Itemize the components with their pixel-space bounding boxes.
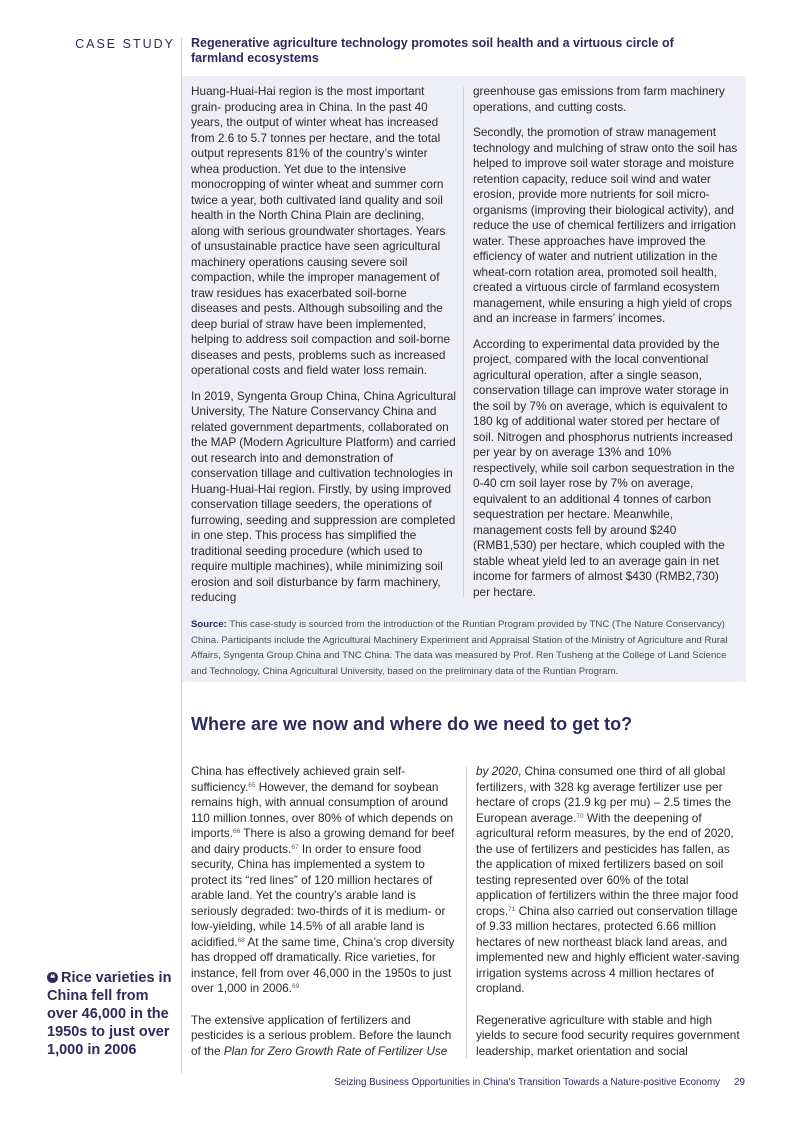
case-study-title: Regenerative agriculture technology promotes soil health and a virtuous circle of farmland ecosystems (191, 36, 674, 65)
section-heading: Where are we now and where do we need to get to? (191, 714, 633, 734)
case-paragraph: Huang-Huai-Hai region is the most important grain- producing area in China. In the past 40 years, the output of winter wheat has increased from 2.6 to 5.7 tonnes per hectare, and the total output represents 81% of the country’s winter whea production. Yet due to the intensive monocropping of winter wheat and summer corn twice a year, both cultivated land quality and soil health in the North China Plain are declining, along with serious groundwater shortages. Years of unsustainable practice have seen agricultural machinery operations causing severe soil compaction, while the improper management of traw residues has exacerbated soil-borne diseases and pests. Although subsoiling and the deep burial of straw have been implemented, helping to address soil compaction and soil-borne diseases and pests, problems such as increased operational costs and field water loss remain. (191, 84, 451, 377)
quote-icon: ❝ (47, 972, 58, 983)
section-column-divider (466, 767, 467, 1059)
source-label: Source: (191, 619, 227, 630)
footnote-ref: 71 (508, 905, 516, 913)
section-paragraph: Regenerative agriculture with stable and high yields to secure food security requires government leadership, market orientation and social (476, 1012, 740, 1058)
footnote-ref: 69 (292, 983, 300, 990)
case-paragraph: greenhouse gas emissions from farm machinery operations, and cutting costs. (473, 84, 725, 114)
footnote-ref: 65 (248, 781, 256, 789)
source-note (191, 617, 739, 679)
section-right-column (476, 764, 744, 1069)
case-paragraph: In 2019, Syngenta Group China, China Agricultural University, The Nature Conservancy China and related government departments, collaborated on the MAP (Modern Agriculture Platform) and carried out research into and demonstration of conservation tillage and cultivation technologies in Huang-Huai-Hai region. Firstly, by using improved conservation tillage seeders, the operations of furrowing, seeding and suppression are completed in one step. This process has simplified the traditional seeding procedure (which used to require multiple machines), while minimizing soil erosion and soil disturbance by farm machinery, reducing (191, 388, 456, 604)
page-number: 29 (734, 1077, 745, 1088)
pull-quote (47, 969, 177, 1059)
case-study-left-column (191, 84, 456, 616)
footnote-ref: 70 (576, 812, 584, 820)
case-paragraph: According to experimental data provided by the project, compared with the local conventional agricultural operation, after a single season, conservation tillage can improve water storage in the soil by 7% on average, which is equivalent to 180 kg of additional water stored per hectare of soil. Nitrogen and phosphorus nutrients increased per year by on average 13% and 10% respectively, while soil carbon sequestration in the 0-40 cm soil layer rose by 7% on average, equivalent to an additional 4 tonnes of carbon sequestration per hectare. Meanwhile, management costs fell by around $240 (RMB1,530) per hectare, which coupled with the stable wheat yield led to an average gain in net income for farmers of almost $430 (RMB2,730) per hectare. (473, 336, 735, 599)
case-paragraph: Secondly, the promotion of straw management technology and mulching of straw onto the soil has helped to improve soil water storage and moisture retention capacity, reduce soil wind and water erosion, provide more nutrients for soil micro-organisms (improving their biological activity), and reduce the use of chemical fertilizers and irrigation water. These approaches have improved the efficiency of water and nutrient utilization in the wheat-corn rotation area, promoted soil health, created a virtuous circle of farmland ecosystem management, while ensuring a high yield of crops and an increase in farmers’ incomes. (473, 125, 738, 325)
section-paragraph: by 2020, China consumed one third of all global fertilizers, with 328 kg average fertilizer use per hectare of crops (21.9 kg per mu) – 2.5 times the European average.$^{70}$ With the deepening of agricultural reform measures, by the end of 2020, the use of fertilizers and pesticides has fallen, as the application of mixed fertilizers based on soil testing represented over 60% of the total application of fertilizers within the three major food crops.$^{71}$ China also carried out conservation tillage of 9.33 million hectares, protected 6.66 million hectares of new northeast black land areas, and implemented new and highly efficient water-saving irrigation systems across 4 million hectares of cropland. (476, 764, 740, 995)
section-paragraph: The extensive application of fertilizers and pesticides is a serious problem. Before the launch of the Plan for Zero Growth Rate of Fertilizer Use (191, 1012, 452, 1058)
source-text: This case-study is sourced from the introduction of the Runtian Program provided by TNC (The Nature Conservancy) China. Participants include the Agricultural Machinery Experiment and Appraisal Station of the Ministry of Agriculture and Rural Affairs, Syngenta Group China and TNC China. The data was measured by Prof. Ren Tusheng at the College of Land Science and Technology, China Agricultural University, based on the preliminary data of the Runtian Program. (191, 619, 728, 677)
case-study-label: CASE STUDY (75, 37, 175, 51)
footer-title: Seizing Business Opportunities in China’s Transition Towards a Nature-positive Economy (334, 1077, 720, 1088)
case-column-divider (463, 87, 464, 597)
footnote-ref: 67 (291, 843, 299, 851)
section-left-column (191, 764, 456, 1069)
section-paragraph: China has effectively achieved grain self-sufficiency.$^{65}$ However, the demand for soybean remains high, with annual consumption of around 110 million tonnes, over 80% of which depends on imports.$^{66}$ There is also a growing demand for beef and dairy products.$^{67}$ In order to ensure food security, China has implemented a system to protect its “red lines” of 120 million hectares of arable land. Yet the country’s arable land is seriously degraded: two-thirds of it is medium- or low-yielding, while 14.5% of all arable land is acidified.$^{68}$ At the same time, China’s crop diversity has dropped off dramatically. Rice varieties, for instance, fell from over 46,000 in the 1950s to just over 1,000 in 2006.69 (191, 764, 455, 995)
footnote-ref: 68 (237, 936, 245, 944)
footnote-ref: 66 (232, 828, 241, 835)
pull-quote-text: Rice varieties in China fell from over 46,000 in the 1950s to just over 1,000 in 2006 (47, 970, 172, 1058)
case-study-right-column (473, 84, 739, 610)
